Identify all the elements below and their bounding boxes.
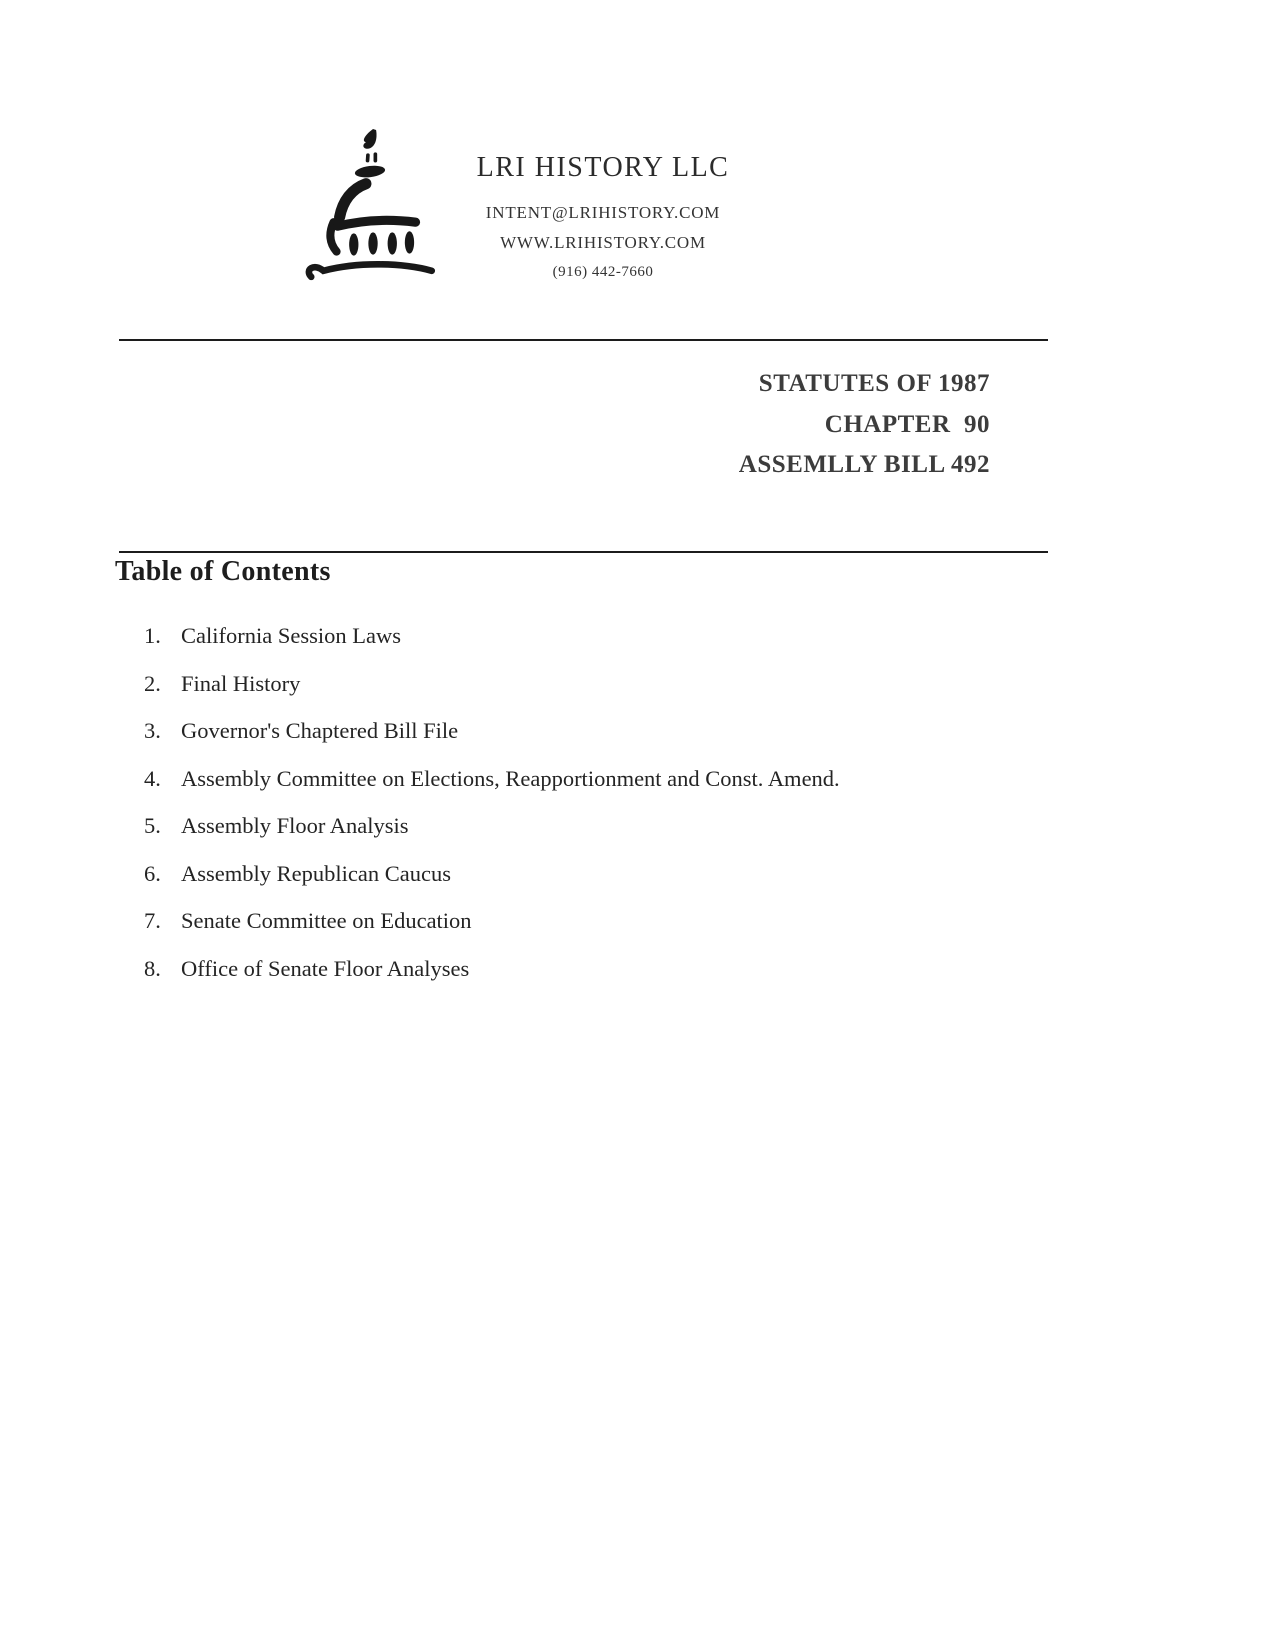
toc-item-label: Governor's Chaptered Bill File bbox=[181, 718, 459, 743]
document-title-block bbox=[739, 364, 990, 486]
toc-item-label: Final History bbox=[181, 670, 301, 696]
toc-item-number: 7. bbox=[144, 908, 161, 933]
toc-item bbox=[144, 907, 840, 935]
toc-item-number: 8. bbox=[144, 955, 161, 981]
company-info-block bbox=[398, 152, 808, 287]
toc-list bbox=[144, 622, 840, 1002]
divider-top bbox=[119, 339, 1048, 341]
chapter-line: CHAPTER 90 bbox=[824, 410, 990, 438]
toc-item bbox=[144, 670, 840, 698]
toc-item-number: 4. bbox=[144, 765, 161, 791]
company-phone: (916) 442-7660 bbox=[552, 264, 654, 280]
bill-line: ASSEMLLY BILL 492 bbox=[738, 451, 990, 478]
company-email: INTENT@LRIHISTORY.COM bbox=[485, 203, 721, 222]
company-website: WWW.LRIHISTORY.COM bbox=[500, 233, 706, 252]
toc-item-number: 5. bbox=[144, 813, 161, 838]
toc-item-label: Senate Committee on Education bbox=[181, 908, 472, 933]
toc-item-number: 3. bbox=[144, 718, 161, 743]
statutes-line: STATUTES OF 1987 bbox=[758, 370, 990, 397]
toc-item-number: 2. bbox=[144, 670, 161, 696]
company-name: LRI HISTORY LLC bbox=[476, 152, 730, 183]
toc-item bbox=[144, 765, 840, 793]
toc-item bbox=[144, 622, 840, 650]
toc-item bbox=[144, 955, 840, 983]
toc-item-number: 6. bbox=[144, 860, 161, 886]
toc-item bbox=[144, 717, 840, 745]
toc-item-label: California Session Laws bbox=[181, 623, 401, 648]
toc-item-label: Office of Senate Floor Analyses bbox=[181, 955, 470, 981]
toc-item-label: Assembly Floor Analysis bbox=[181, 813, 409, 838]
toc-item-label: Assembly Committee on Elections, Reapportionment and Const. Amend. bbox=[181, 765, 840, 791]
toc-item bbox=[144, 860, 840, 888]
toc-item-label: Assembly Republican Caucus bbox=[181, 860, 451, 886]
toc-item bbox=[144, 812, 840, 840]
toc-heading: Table of Contents bbox=[115, 556, 331, 587]
toc-item-number: 1. bbox=[144, 623, 161, 648]
divider-bottom bbox=[119, 551, 1048, 553]
